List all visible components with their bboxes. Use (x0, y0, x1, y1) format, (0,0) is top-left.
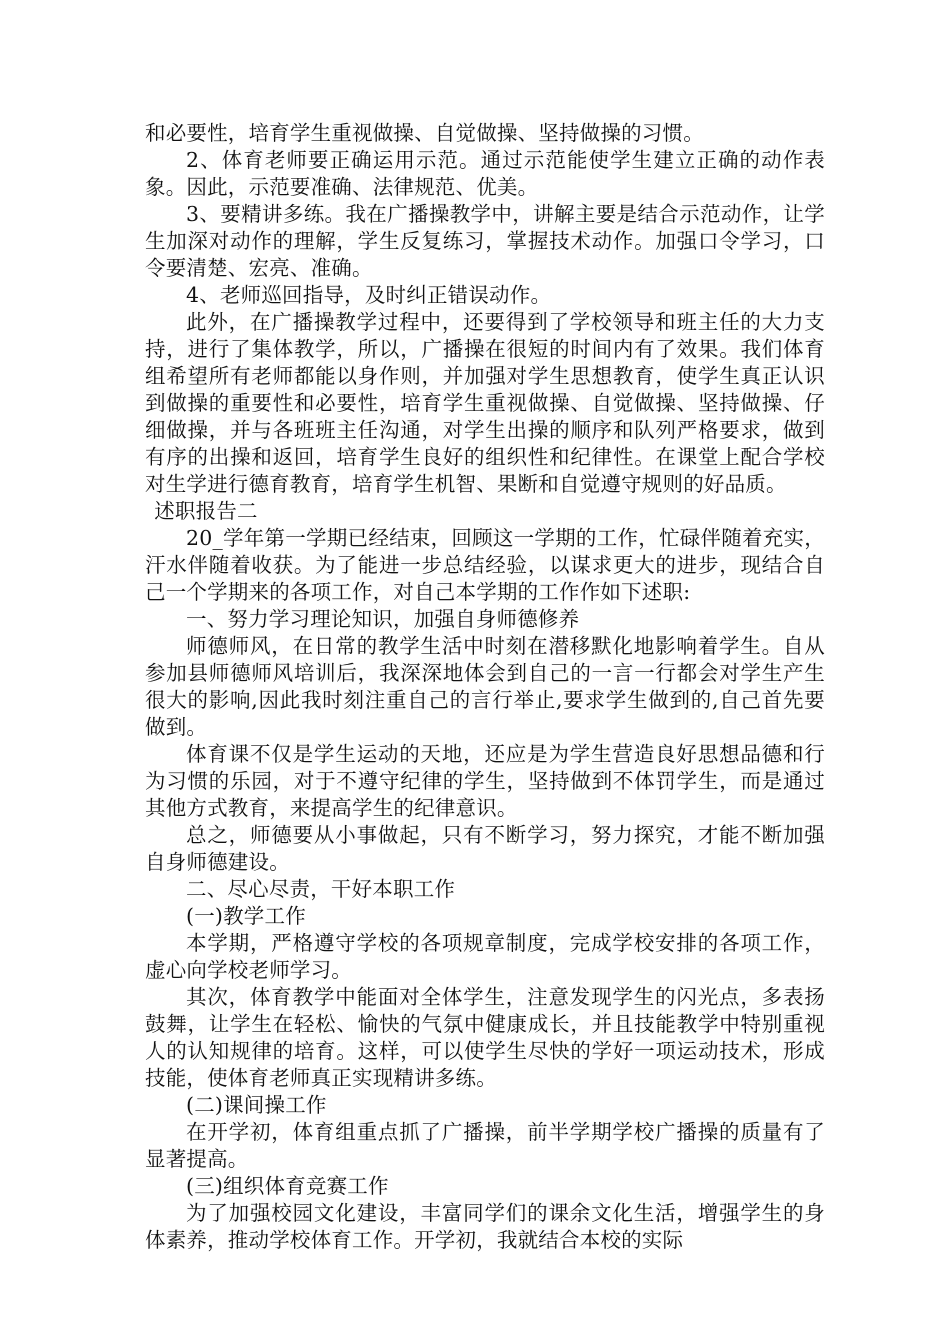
paragraph: 4、老师巡回指导，及时纠正错误动作。 (186, 283, 552, 307)
subheading: (三)组织体育竞赛工作 (186, 1174, 389, 1198)
document-page (145, 120, 825, 1254)
paragraph: 师德师风，在日常的教学生活中时刻在潜移默化地影响着学生。自从参加县师德师风培训后，我深深地体会到自己的一言一行都会对学生产生很大的影响,因此我时刻注重自己的言行举止,要求学生做到的,自己首先要做到。 (145, 634, 825, 739)
paragraph: 3、要精讲多练。我在广播操教学中，讲解主要是结合示范动作，让学生加深对动作的理解，学生反复练习，掌握技术动作。加强口令学习，口令要清楚、宏亮、准确。 (145, 202, 825, 280)
subheading: 二、尽心尽责，干好本职工作 (186, 877, 456, 901)
paragraph: 总之，师德要从小事做起，只有不断学习，努力探究，才能不断加强自身师德建设。 (145, 823, 825, 874)
subheading: 一、努力学习理论知识，加强自身师德修养 (186, 607, 580, 631)
paragraph: 体育课不仅是学生运动的天地，还应是为学生营造良好思想品德和行为习惯的乐园，对于不遵守纪律的学生，坚持做到不体罚学生，而是通过其他方式教育，来提高学生的纪律意识。 (145, 742, 825, 820)
paragraph: 其次，体育教学中能面对全体学生，注意发现学生的闪光点，多表扬鼓舞，让学生在轻松、愉快的气氛中健康成长，并且技能教学中特别重视人的认知规律的培育。这样，可以使学生尽快的学好一项运动技术，形成技能，使体育老师真正实现精讲多练。 (145, 985, 825, 1090)
paragraph: 本学期，严格遵守学校的各项规章制度，完成学校安排的各项工作，虚心向学校老师学习。 (145, 931, 825, 982)
subheading: (一)教学工作 (186, 904, 306, 928)
subheading: (二)课间操工作 (186, 1093, 327, 1117)
paragraph: 此外，在广播操教学过程中，还要得到了学校领导和班主任的大力支持，进行了集体教学，所以，广播操在很短的时间内有了效果。我们体育组希望所有老师都能以身作则，并加强对学生思想教育，使学生真正认识到做操的重要性和必要性，培育学生重视做操、自觉做操、坚持做操、仔细做操，并与各班班主任沟通，对学生出操的顺序和队列严格要求，做到有序的出操和返回，培育学生良好的组织性和纪律性。在课堂上配合学校对生学进行德育教育，培育学生机智、果断和自觉遵守规则的好品质。 (145, 310, 825, 496)
paragraph: 20_学年第一学期已经结束，回顾这一学期的工作，忙碌伴随着充实，汗水伴随着收获。为了能进一步总结经验，以谋求更大的进步，现结合自己一个学期来的各项工作，对自己本学期的工作作如下述职: (145, 526, 825, 604)
paragraph: 为了加强校园文化建设，丰富同学们的课余文化生活，增强学生的身体素养，推动学校体育工作。开学初，我就结合本校的实际 (145, 1201, 825, 1252)
paragraph: 2、体育老师要正确运用示范。通过示范能使学生建立正确的动作表象。因此，示范要准确、法律规范、优美。 (145, 148, 825, 199)
section-heading: 述职报告二 (154, 499, 258, 523)
paragraph: 和必要性，培育学生重视做操、自觉做操、坚持做操的习惯。 (145, 121, 704, 145)
paragraph: 在开学初，体育组重点抓了广播操，前半学期学校广播操的质量有了显著提高。 (145, 1120, 825, 1171)
